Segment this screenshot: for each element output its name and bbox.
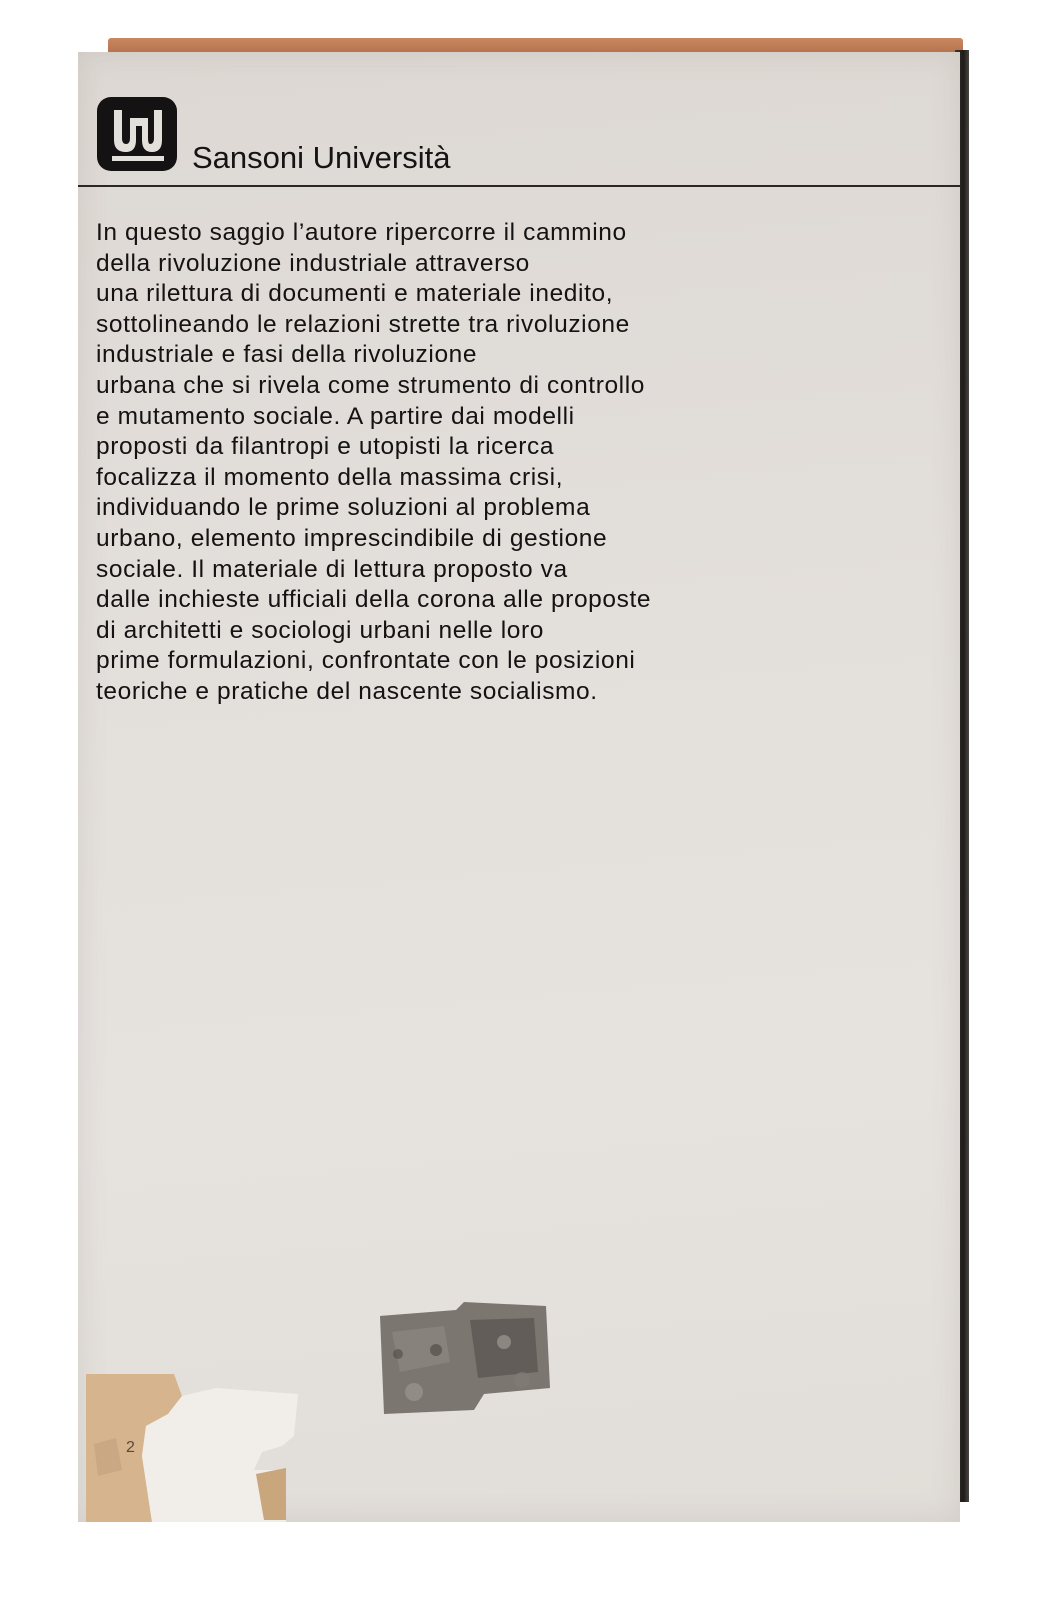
back-cover bbox=[78, 52, 960, 1522]
cover-header bbox=[78, 52, 960, 187]
sansoni-su-logo-icon bbox=[96, 96, 178, 172]
blurb-line: prime formulazioni, confrontate con le posizioni bbox=[96, 647, 636, 675]
torn-sticker bbox=[86, 1374, 298, 1522]
blurb-line: di architetti e sociologi urbani nelle loro bbox=[96, 616, 544, 644]
blurb-line: della rivoluzione industriale attraverso bbox=[96, 249, 530, 277]
blurb-line: urbana che si rivela come strumento di controllo bbox=[96, 371, 645, 399]
svg-text:2: 2 bbox=[126, 1439, 135, 1456]
blurb-line: industriale e fasi della rivoluzione bbox=[96, 341, 478, 369]
blurb-text bbox=[96, 218, 816, 708]
scraped-price-stamp bbox=[374, 1302, 552, 1414]
blurb-line: focalizza il momento della massima crisi, bbox=[96, 463, 564, 491]
blurb-line: e mutamento sociale. A partire dai modelli bbox=[96, 402, 575, 430]
blurb-line: sociale. Il materiale di lettura proposto va bbox=[96, 555, 568, 583]
blurb-line: dalle inchieste ufficiali della corona alle proposte bbox=[96, 586, 652, 614]
blurb-line: In questo saggio l’autore ripercorre il cammino bbox=[96, 219, 627, 246]
blurb-line: una rilettura di documenti e materiale inedito, bbox=[96, 280, 614, 308]
blurb-line: individuando le prime soluzioni al problema bbox=[96, 494, 591, 522]
blurb-line: teoriche e pratiche del nascente socialismo. bbox=[96, 677, 598, 705]
blurb-line: sottolineando le relazioni strette tra rivoluzione bbox=[96, 310, 630, 338]
publisher-name: Sansoni Università bbox=[192, 140, 451, 175]
blurb-line: urbano, elemento imprescindibile di gestione bbox=[96, 524, 608, 552]
blurb-line: proposti da filantropi e utopisti la ricerca bbox=[96, 433, 555, 461]
